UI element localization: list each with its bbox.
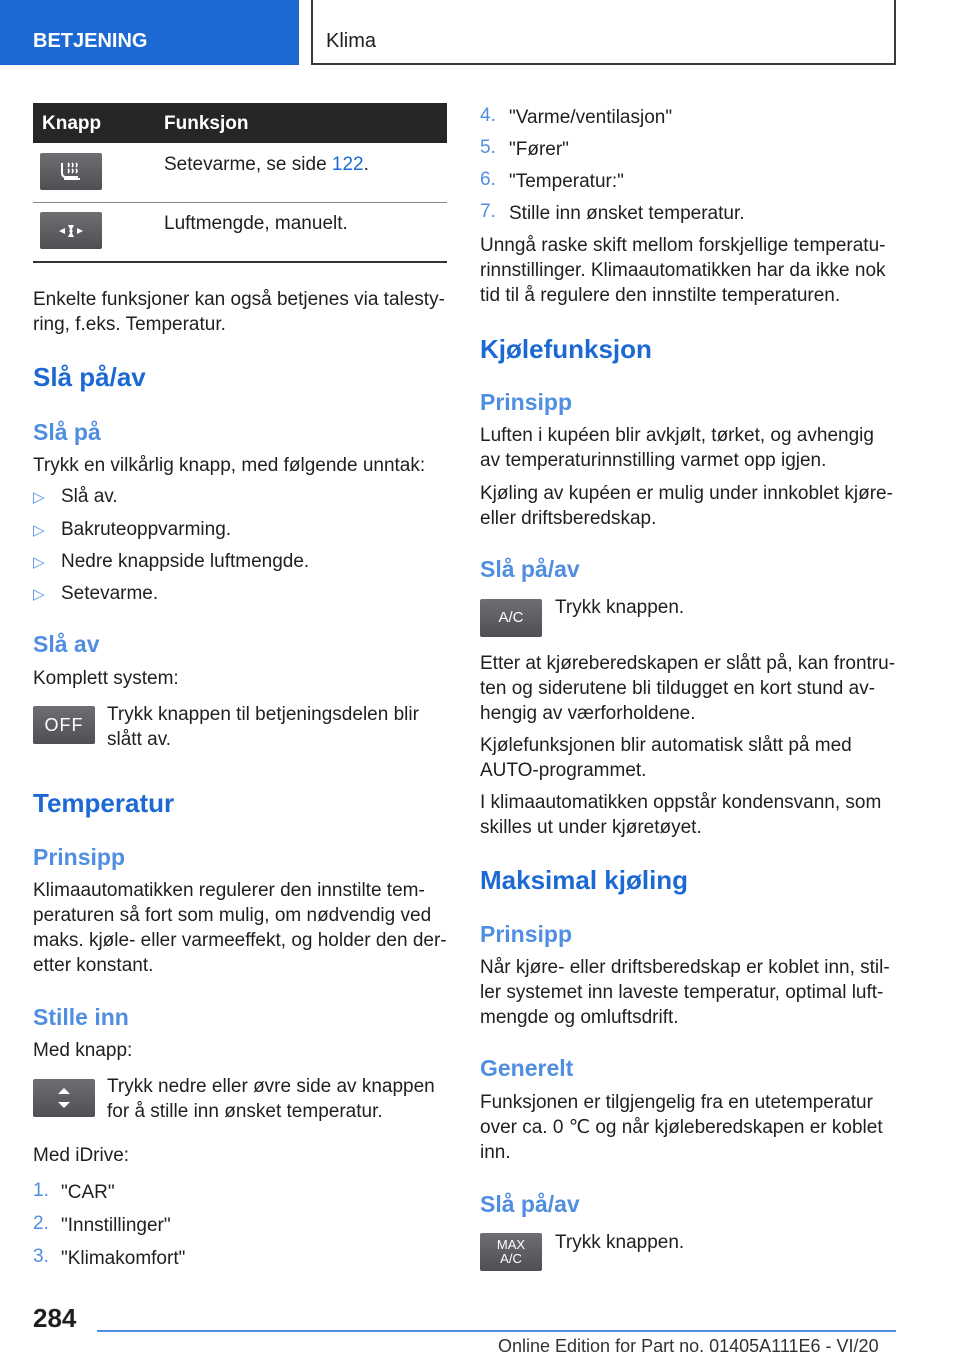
- on-text: Trykk en vilkårlig knapp, med følgende unntak:: [33, 455, 426, 476]
- page-link-122[interactable]: 122: [331, 154, 364, 175]
- avoid-1: Unngå raske skift mellom forskjellige temperatu-: [480, 235, 886, 256]
- chapter-title: Klima: [326, 30, 377, 52]
- ac-auto-1: Kjølefunksjonen blir automatisk slått på med: [480, 735, 852, 756]
- heading-onoff: Slå på/av: [480, 1191, 580, 1217]
- cool-possible-2: eller driftsberedskap.: [480, 508, 657, 529]
- bullet-item: Setevarme.: [61, 583, 159, 604]
- footer-rule: [97, 1330, 896, 1332]
- bullet-item: Nedre knappside luftmengde.: [61, 551, 310, 572]
- heading-principle: Prinsipp: [480, 389, 573, 415]
- temp-principle-1: Klimaautomatikken regulerer den innstilte tem-: [33, 880, 425, 901]
- cool-possible-1: Kjøling av kupéen er mulig under innkoblet kjøre-: [480, 483, 893, 504]
- chapter-tab: [311, 0, 896, 65]
- table-row1-function: Setevarme, se side 122.: [164, 154, 369, 175]
- max-ac-button-icon: [480, 1233, 542, 1271]
- temp-principle-2: peraturen så fort som mulig, om nødvendig ved: [33, 905, 432, 926]
- max-general-1: Funksjonen er tilgjengelig fra en utetemperatur: [480, 1092, 873, 1113]
- heading-off: Slå av: [33, 631, 100, 657]
- page-number: 284: [33, 1303, 77, 1333]
- table-bottom-rule: [33, 261, 447, 263]
- max-general-3: inn.: [480, 1142, 511, 1163]
- ac-button-icon: [480, 599, 542, 637]
- step-text: "CAR": [61, 1182, 115, 1203]
- off-desc-2: slått av.: [107, 729, 172, 750]
- set-desc-2: for å stille inn ønsket temperatur.: [107, 1101, 383, 1122]
- off-button-label: OFF: [44, 714, 84, 735]
- bullet-icon: ▷: [33, 554, 45, 571]
- temperature-rocker-button-icon: [33, 1079, 95, 1117]
- heading-general: Generelt: [480, 1055, 574, 1081]
- max-button-label: MAX: [496, 1237, 526, 1252]
- cool-principle-2: av temperaturinnstilling varmet opp igjen.: [480, 450, 827, 471]
- step-text: "Fører": [509, 139, 569, 160]
- table-header-button: Knapp: [42, 113, 102, 134]
- set-text: Med knapp:: [33, 1040, 133, 1061]
- bullet-icon: ▷: [33, 586, 45, 603]
- step-number: 4.: [480, 105, 496, 126]
- temp-principle-4: etter konstant.: [33, 955, 154, 976]
- step-number: 7.: [480, 201, 496, 222]
- off-desc-1: Trykk knappen til betjeningsdelen blir: [107, 704, 419, 725]
- intro-line-1: Enkelte funksjoner kan også betjenes via talesty-: [33, 289, 445, 310]
- section-tab: [0, 0, 299, 65]
- bullet-item: Slå av.: [61, 486, 118, 507]
- ac-condensate-2: skilles ut under kjøretøyet.: [480, 817, 702, 838]
- ac-after-2: ten og siderutene bli tildugget en kort stund av-: [480, 678, 876, 699]
- table-header-function: Funksjon: [164, 113, 249, 134]
- max-general-2: over ca. 0 ℃ og når kjøleberedskapen er koblet: [480, 1117, 883, 1138]
- heading-cooling: Kjølefunksjon: [480, 334, 652, 364]
- section-title: BETJENING: [33, 30, 148, 52]
- step-number: 1.: [33, 1180, 49, 1201]
- temp-principle-3: maks. kjøle- eller varmeeffekt, og holder den der-: [33, 930, 447, 951]
- bullet-icon: ▷: [33, 522, 45, 539]
- ac-button-label: A/C: [498, 609, 524, 626]
- heading-principle: Prinsipp: [33, 844, 126, 870]
- off-button-icon: [33, 706, 95, 744]
- step-number: 5.: [480, 137, 496, 158]
- intro-line-2: ring, f.eks. Temperatur.: [33, 314, 226, 335]
- off-text: Komplett system:: [33, 668, 179, 689]
- idrive-text: Med iDrive:: [33, 1145, 130, 1166]
- edition-text: Online Edition for Part no. 01405A111E6 - VI/20: [498, 1336, 879, 1356]
- max-principle-1: Når kjøre- eller driftsberedskap er koblet inn, stil-: [480, 957, 890, 978]
- ac-condensate-1: I klimaautomatikken oppstår kondensvann, som: [480, 792, 882, 813]
- step-text: "Varme/ventilasjon": [509, 107, 673, 128]
- heading-max-cooling: Maksimal kjøling: [480, 865, 689, 895]
- cool-principle-1: Luften i kupéen blir avkjølt, tørket, og avhengig: [480, 425, 874, 446]
- max-principle-3: mengde og omluftsdrift.: [480, 1007, 679, 1028]
- avoid-3: tid til å regulere den innstilte temperaturen.: [480, 285, 841, 306]
- step-number: 3.: [33, 1246, 49, 1267]
- table-row2-function: Luftmengde, manuelt.: [164, 213, 348, 234]
- step-text: "Innstillinger": [61, 1215, 171, 1236]
- step-number: 2.: [33, 1213, 49, 1234]
- step-text: "Temperatur:": [509, 171, 624, 192]
- avoid-2: rinnstillinger. Klimaautomatikken har da ikke nok: [480, 260, 886, 281]
- bullet-item: Bakruteoppvarming.: [61, 519, 232, 540]
- set-desc-1: Trykk nedre eller øvre side av knappen: [107, 1076, 435, 1097]
- table-header: [33, 103, 447, 143]
- ac-after-3: hengig av værforholdene.: [480, 703, 696, 724]
- heading-principle: Prinsipp: [480, 921, 573, 947]
- heading-temperature: Temperatur: [33, 788, 175, 818]
- heading-onoff: Slå på/av: [480, 556, 580, 582]
- step-number: 6.: [480, 169, 496, 190]
- fan-button-icon: [40, 212, 102, 249]
- ac-after-1: Etter at kjøreberedskapen er slått på, kan frontru-: [480, 653, 896, 674]
- press-button-text: Trykk knappen.: [555, 597, 685, 618]
- heading-onoff: Slå på/av: [33, 362, 146, 392]
- max-principle-2: ler systemet inn laveste temperatur, optimal luft-: [480, 982, 884, 1003]
- heading-on: Slå på: [33, 419, 101, 445]
- step-text: "Klimakomfort": [61, 1248, 186, 1269]
- ac-button-label: A/C: [500, 1251, 522, 1266]
- press-button-text: Trykk knappen.: [555, 1232, 685, 1253]
- heading-set: Stille inn: [33, 1004, 129, 1030]
- seat-heating-button-icon: [40, 153, 102, 190]
- ac-auto-2: AUTO-programmet.: [480, 760, 647, 781]
- bullet-icon: ▷: [33, 489, 45, 506]
- table-divider: [33, 202, 447, 203]
- step-text: Stille inn ønsket temperatur.: [509, 203, 745, 224]
